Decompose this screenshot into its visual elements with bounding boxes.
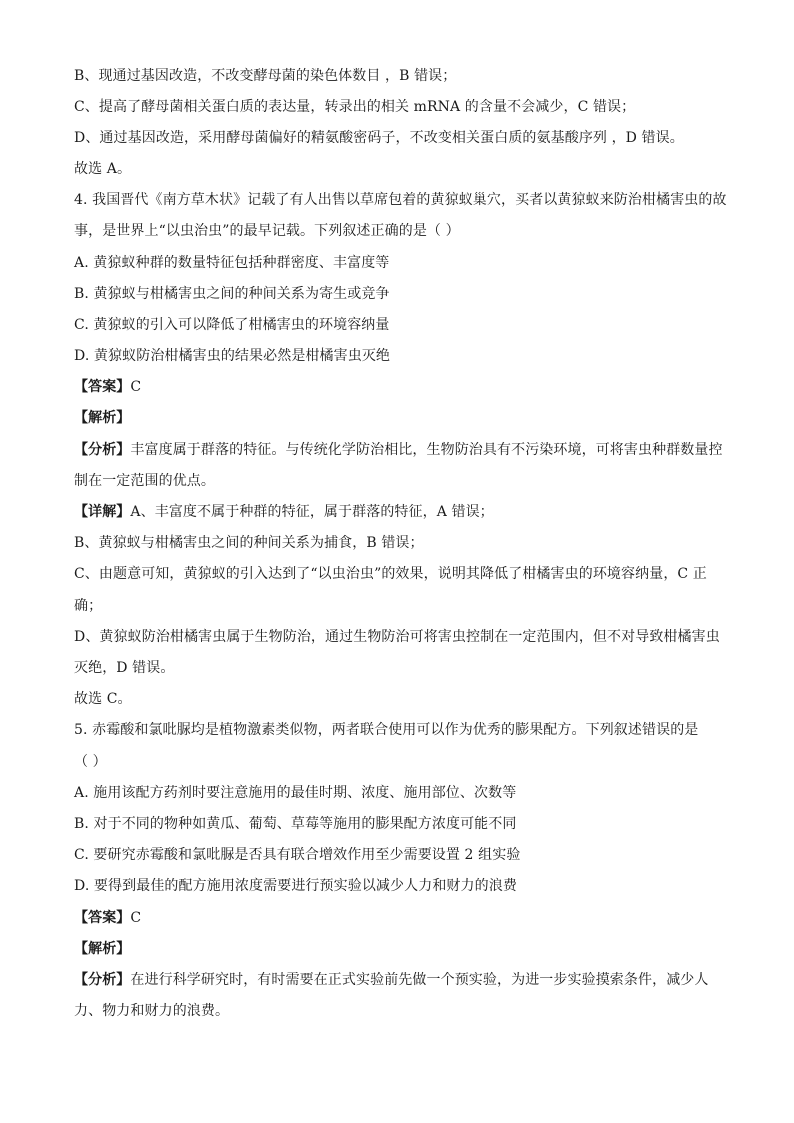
answer-tag: 【答案】 <box>74 379 131 395</box>
option-b: B. 黄猄蚁与柑橘害虫之间的种间关系为寄生或竞争 <box>74 286 390 302</box>
explanation-heading <box>74 939 130 959</box>
text-line: D、黄猄蚁防治柑橘害虫属于生物防治，通过生物防治可将害虫控制在一定范围内，但不对导致柑橘害虫 <box>74 629 720 645</box>
text-line: B、黄猄蚁与柑橘害虫之间的种间关系为捕食，B 错误； <box>74 535 424 551</box>
text-line: 故选 C。 <box>74 691 132 707</box>
detail-tag: 【详解】 <box>74 504 131 520</box>
detail-line: 【详解】A、丰富度不属于种群的特征，属于群落的特征，A 错误； <box>74 504 494 520</box>
answer-line: 【答案】C <box>74 910 142 926</box>
text-line: 确； <box>74 598 103 614</box>
option-a: A. 施用该配方药剂时要注意施用的最佳时期、浓度、施用部位、次数等 <box>74 785 517 801</box>
analysis-tag: 【分析】 <box>74 442 131 458</box>
option-c: C. 要研究赤霉酸和氯吡脲是否具有联合增效作用至少需要设置 2 组实验 <box>74 847 521 863</box>
question-4-stem: 事，是世界上“以虫治虫”的最早记载。下列叙述正确的是（ ） <box>74 223 460 239</box>
text-line: C、提高了酵母菌相关蛋白质的表达量，转录出的相关 mRNA 的含量不会减少，C 错误； <box>74 99 636 115</box>
answer-line: 【答案】C <box>74 379 142 395</box>
text-line: 力、物力和财力的浪费。 <box>74 1003 230 1019</box>
option-d: D. 要得到最佳的配方施用浓度需要进行预实验以减少人力和财力的浪费 <box>74 878 517 894</box>
explanation-tag: 【解析】 <box>74 941 131 957</box>
explanation-tag: 【解析】 <box>74 410 131 426</box>
question-5-stem: （ ） <box>74 754 107 770</box>
analysis-line: 【分析】丰富度属于群落的特征。与传统化学防治相比，生物防治具有不污染环境，可将害虫种群数量控 <box>74 442 723 458</box>
text-line: B、现通过基因改造，不改变酵母菌的染色体数目 ，B 错误； <box>74 68 457 84</box>
text-line: 灭绝，D 错误。 <box>74 660 175 676</box>
question-5-stem: 5. 赤霉酸和氯吡脲均是植物激素类似物，两者联合使用可以作为优秀的膨果配方。下列叙述错误的是 <box>74 722 699 738</box>
explanation-heading <box>74 408 130 428</box>
option-a: A. 黄猄蚁种群的数量特征包括种群密度、丰富度等 <box>74 255 390 271</box>
question-4-stem: 4. 我国晋代《南方草木状》记载了有人出售以草席包着的黄猄蚁巢穴，买者以黄猄蚁来防治柑橘害虫的故 <box>74 192 727 208</box>
text-line: 制在一定范围的优点。 <box>74 473 215 489</box>
text-line: C、由题意可知，黄猄蚁的引入达到了“以虫治虫”的效果，说明其降低了柑橘害虫的环境容纳量，C 正 <box>74 566 707 582</box>
text-line: 故选 A。 <box>74 161 132 177</box>
option-c: C. 黄猄蚁的引入可以降低了柑橘害虫的环境容纳量 <box>74 317 390 333</box>
answer-tag: 【答案】 <box>74 910 131 926</box>
option-d: D. 黄猄蚁防治柑橘害虫的结果必然是柑橘害虫灭绝 <box>74 348 391 364</box>
option-b: B. 对于不同的物种如黄瓜、葡萄、草莓等施用的膨果配方浓度可能不同 <box>74 816 517 832</box>
analysis-line: 【分析】在进行科学研究时，有时需要在正式实验前先做一个预实验，为进一步实验摸索条件，减少人 <box>74 972 709 988</box>
analysis-tag: 【分析】 <box>74 972 131 988</box>
text-line: D、通过基因改造，采用酵母菌偏好的精氨酸密码子，不改变相关蛋白质的氨基酸序列 ，D 错误。 <box>74 130 684 146</box>
